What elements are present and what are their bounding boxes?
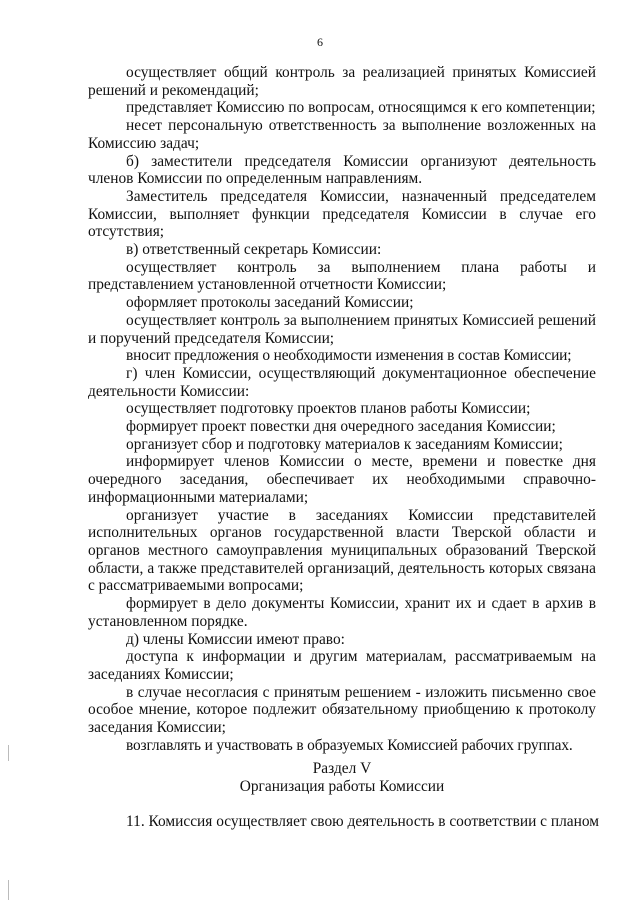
paragraph: в случае несогласия с принятым решением - изложить письменно свое особое мнение, которое подлежит обязательному приобщению к протоколу заседания Комиссии; bbox=[88, 683, 596, 737]
scan-artifact bbox=[8, 745, 9, 761]
paragraph: 11. Комиссия осуществляет свою деятельность в соответствии с планом bbox=[126, 813, 599, 830]
paragraph: в) ответственный секретарь Комиссии: bbox=[126, 241, 382, 259]
document-body bbox=[88, 64, 596, 754]
paragraph: осуществляет подготовку проектов планов работы Комиссии; bbox=[126, 400, 531, 418]
paragraph: информирует членов Комиссии о месте, времени и повестке дня очередного заседания, обеспечивает их необходимыми справочно-информационными материалами; bbox=[88, 453, 596, 506]
section-title: Организация работы Комиссии bbox=[239, 778, 445, 795]
paragraph: б) заместители председателя Комиссии организуют деятельность членов Комиссии по определенным направлениям. bbox=[88, 152, 596, 188]
paragraph: доступа к информации и другим материалам, рассматриваемым на заседаниях Комиссии; bbox=[88, 648, 596, 683]
paragraph: вносит предложения о необходимости изменения в состав Комиссии; bbox=[126, 347, 572, 365]
paragraph: организует участие в заседаниях Комиссии представителей исполнительных органов государственной власти Тверской области и органов местного самоуправления муниципальных образований Тверской области, а также представителей организаций, деятельность которых связана с рассматриваемыми вопросами; bbox=[88, 506, 596, 595]
paragraph: осуществляет общий контроль за реализацией принятых Комиссией решений и рекомендаций; bbox=[88, 64, 596, 99]
section-number: Раздел V bbox=[312, 760, 372, 777]
paragraph: возглавлять и участвовать в образуемых Комиссией рабочих группах. bbox=[126, 736, 573, 754]
paragraph: осуществляет контроль за выполнением принятых Комиссией решений и поручений председателя Комиссии; bbox=[88, 311, 596, 347]
paragraph: формирует проект повестки дня очередного заседания Комиссии; bbox=[126, 418, 556, 436]
paragraph: формирует в дело документы Комиссии, хранит их и сдает в архив в установленном порядке. bbox=[88, 595, 596, 630]
paragraph: осуществляет контроль за выполнением плана работы и представлением установленной отчетности Комиссии; bbox=[88, 258, 596, 294]
paragraph: Заместитель председателя Комиссии, назначенный председателем Комиссии, выполняет функции председателя Комиссии в случае его отсутствия; bbox=[88, 187, 596, 241]
paragraph: организует сбор и подготовку материалов к заседаниям Комиссии; bbox=[126, 435, 563, 453]
page-number: 6 bbox=[317, 35, 323, 49]
paragraph: представляет Комиссию по вопросам, относящимся к его компетенции; bbox=[126, 99, 596, 117]
paragraph: г) член Комиссии, осуществляющий документационное обеспечение деятельности Комиссии: bbox=[88, 364, 596, 400]
paragraph: оформляет протоколы заседаний Комиссии; bbox=[126, 294, 414, 312]
scan-artifact bbox=[8, 880, 9, 900]
paragraph: д) члены Комиссии имеют право: bbox=[126, 630, 345, 648]
paragraph: несет персональную ответственность за выполнение возложенных на Комиссию задач; bbox=[88, 117, 596, 152]
